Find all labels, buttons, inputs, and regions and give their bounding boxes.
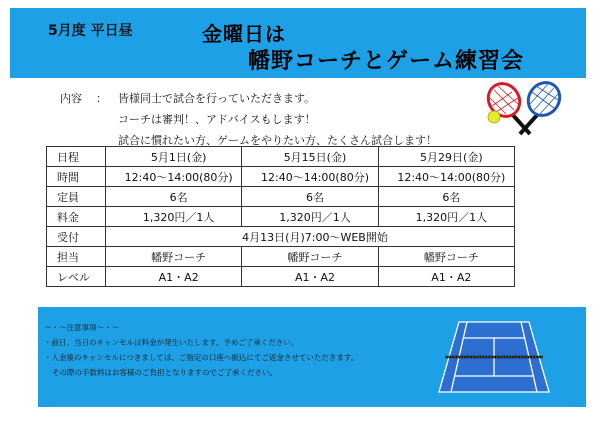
table-cell: 6名 [106, 187, 242, 207]
row-header: 定員 [47, 187, 106, 207]
table-row [47, 207, 515, 227]
content-colon: ： [96, 92, 107, 105]
tennis-rackets-icon [484, 80, 564, 138]
content-label: 内容 [60, 92, 82, 105]
table-cell: 12:40～14:00(80分) [378, 167, 514, 187]
table-cell: 1,320円／1人 [106, 207, 242, 227]
title-line1: 金曜日は [202, 22, 286, 46]
table-cell: 6名 [378, 187, 514, 207]
row-header: 担当 [47, 247, 106, 267]
table-cell: 1,320円／1人 [242, 207, 378, 227]
table-row [47, 147, 515, 167]
table-cell: 6名 [242, 187, 378, 207]
content-line: コーチは審判！、アドバイスもします！ [118, 113, 316, 126]
notes-line: ・前日、当日のキャンセルは料金が発生いたします。予めご了承ください。 [44, 338, 299, 347]
row-header: 時間 [47, 167, 106, 187]
content-line: 試合に慣れたい方、ゲームをやりたい方、たくさん試合します！ [118, 134, 437, 147]
notes-heading: ～・～注意事項～・～ [44, 323, 119, 332]
table-cell: A1・A2 [106, 267, 242, 287]
title-line2: 幡野コーチとゲーム練習会 [248, 49, 525, 74]
schedule-table [46, 146, 515, 287]
table-cell: 幡野コーチ [378, 247, 514, 267]
table-cell: A1・A2 [242, 267, 378, 287]
table-row [47, 267, 515, 287]
table-cell: 幡野コーチ [242, 247, 378, 267]
table-cell: 1,320円／1人 [378, 207, 514, 227]
table-row [47, 227, 515, 247]
table-cell: 5月1日(金) [106, 147, 242, 167]
content-row [60, 109, 437, 130]
table-cell: 5月29日(金) [378, 147, 514, 167]
notes-line: ・入金後のキャンセルにつきましては、ご指定の口座へ振込にてご返金させていただきます。 [44, 353, 359, 362]
notes-line: その際の手数料はお客様のご負担となりますのでご了承ください。 [52, 368, 277, 377]
table-row [47, 167, 515, 187]
table-row [47, 247, 515, 267]
table-cell: 5月15日(金) [242, 147, 378, 167]
period-label: 5月度 平日昼 [48, 23, 133, 39]
table-cell: 幡野コーチ [106, 247, 242, 267]
row-header: 日程 [47, 147, 106, 167]
row-header: 料金 [47, 207, 106, 227]
notes-text [44, 320, 358, 380]
content-row [60, 88, 437, 109]
tennis-court-icon [437, 320, 551, 394]
table-row [47, 187, 515, 207]
row-header: レベル [47, 267, 106, 287]
content-line: 皆様同士で試合を行っていただきます。 [118, 92, 316, 105]
table-cell: A1・A2 [378, 267, 514, 287]
table-cell-merged: 4月13日(月)7:00～WEB開始 [106, 227, 515, 247]
content-section [60, 88, 437, 151]
table-cell: 12:40～14:00(80分) [106, 167, 242, 187]
table-cell: 12:40～14:00(80分) [242, 167, 378, 187]
row-header: 受付 [47, 227, 106, 247]
